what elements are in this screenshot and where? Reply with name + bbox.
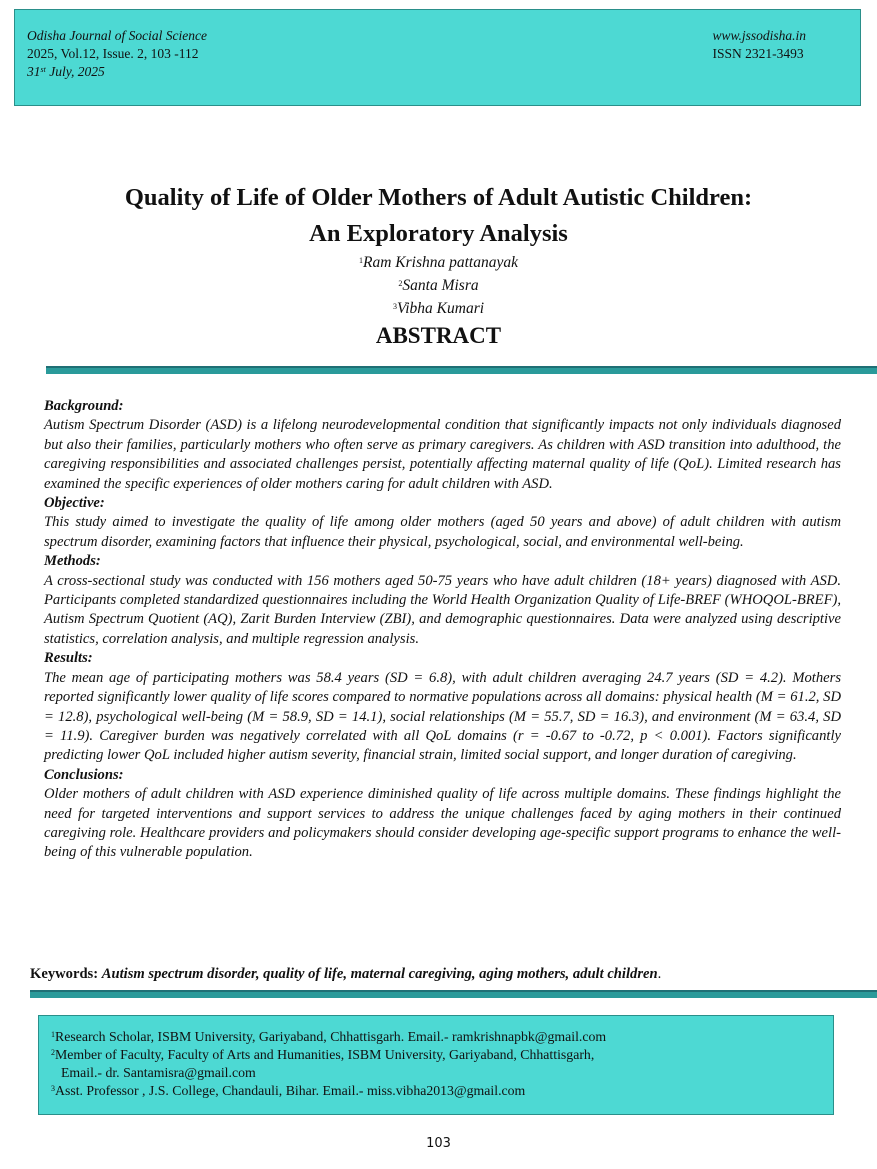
volume-info: 2025, Vol.12, Issue. 2, 103 -112 — [27, 46, 199, 61]
keywords: Keywords: Autism spectrum disorder, quality of life, maternal caregiving, aging mothers, adult children. — [30, 966, 662, 982]
results-text: The mean age of participating mothers was 58.4 years (SD = 6.8), with adult children averaging 24.7 years (SD = 4.2). Mothers reported significantly lower quality of life scores compared to normative populations across all domains: physical health (M = 61.2, SD = 12.8), psychological well-being (M = 58.9, SD = 14.1), social relationships (M = 55.7, SD = 16.3), and environment (M = 63.4, SD = 11.9). Caregiver burden was negatively correlated with all QoL domains (r = -0.67 to -0.72, p < 0.001). Factors significantly predicting lower QoL included higher autism severity, financial strain, limited social support, and longer duration of caregiving. — [44, 669, 841, 764]
conclusions-text: Older mothers of adult children with ASD experience diminished quality of life across multiple domains. These findings highlight the need for targeted interventions and support services to address the unique challenges faced by aging mothers in their continued caregiving role. Healthcare providers and policymakers should consider developing age-specific support programs to enhance the well-being of this vulnerable population. — [44, 786, 841, 861]
keywords-label: Keywords: — [30, 966, 99, 982]
paper-title-line1: Quality of Life of Older Mothers of Adult Autistic Children: — [124, 184, 753, 211]
footnote-2: $^2$Member of Faculty, Faculty of Arts and Humanities, ISBM University, Gariyaband, Chhattisgarh, — [51, 1047, 595, 1062]
journal-header — [14, 9, 861, 106]
author-1: $^1$Ram Krishna pattanayak — [359, 254, 518, 271]
methods-heading: Methods: — [44, 553, 101, 570]
journal-name: Odisha Journal of Social Science — [27, 28, 207, 43]
footnote-3: $^3$Asst. Professor , J.S. College, Chandauli, Bihar. Email.- miss.vibha2013@gmail.com — [51, 1083, 526, 1098]
journal-info — [27, 27, 207, 81]
objective-text: This study aimed to investigate the quality of life among older mothers (aged 50 years and above) of adult children with autism spectrum disorder, examining factors that influence their physical, psychological, social, and environmental well-being. — [44, 514, 841, 550]
methods-text: A cross-sectional study was conducted with 156 mothers aged 50-75 years who have adult children (18+ years) diagnosed with ASD. Participants completed standardized questionnaires including the World Health Organization Quality of Life-BREF (WHOQOL-BREF), Autism Spectrum Quotient (AQ), Zarit Burden Interview (ZBI), and demographic questionnaires. Data were analyzed using descriptive statistics, correlation analysis, and multiple regression analysis. — [44, 572, 841, 647]
journal-meta — [712, 27, 806, 63]
footnote-2-email: Email.- dr. Santamisra@gmail.com — [61, 1065, 256, 1080]
objective-heading: Objective: — [44, 495, 105, 512]
background-heading: Background: — [44, 398, 124, 414]
page-number: 103 — [426, 1136, 451, 1151]
author-3: $^3$Vibha Kumari — [392, 300, 485, 317]
footnote-1: $^1$Research Scholar, ISBM University, Gariyaband, Chhattisgarh. Email.- ramkrishnapbk@gmail.com — [51, 1029, 607, 1044]
author-footnotes — [38, 1015, 834, 1115]
journal-website[interactable]: www.jssodisha.in — [712, 28, 806, 43]
paper-title-line2: An Exploratory Analysis — [309, 220, 568, 247]
keywords-value: Autism spectrum disorder, quality of life, maternal caregiving, aging mothers, adult children — [101, 966, 658, 982]
divider-top — [46, 366, 877, 374]
journal-issn: ISSN 2321-3493 — [712, 46, 804, 61]
conclusions-heading: Conclusions: — [44, 766, 124, 783]
publication-date: 31st July, 2025 — [27, 64, 105, 79]
author-2: $^2$Santa Misra — [398, 277, 479, 294]
abstract-body — [44, 397, 841, 863]
background-text: Autism Spectrum Disorder (ASD) is a lifelong neurodevelopmental condition that significantly impacts not only individuals diagnosed but also their families, particularly mothers who often serve as primary caregivers. As children with ASD transition into adulthood, the caregiving responsibilities and associated challenges persist, potentially affecting maternal quality of life (QoL). Limited research has examined the specific experiences of older mothers caring for adult children with ASD. — [44, 417, 841, 492]
abstract-heading: ABSTRACT — [375, 323, 502, 348]
results-heading: Results: — [44, 650, 93, 667]
divider-bottom — [30, 990, 877, 998]
